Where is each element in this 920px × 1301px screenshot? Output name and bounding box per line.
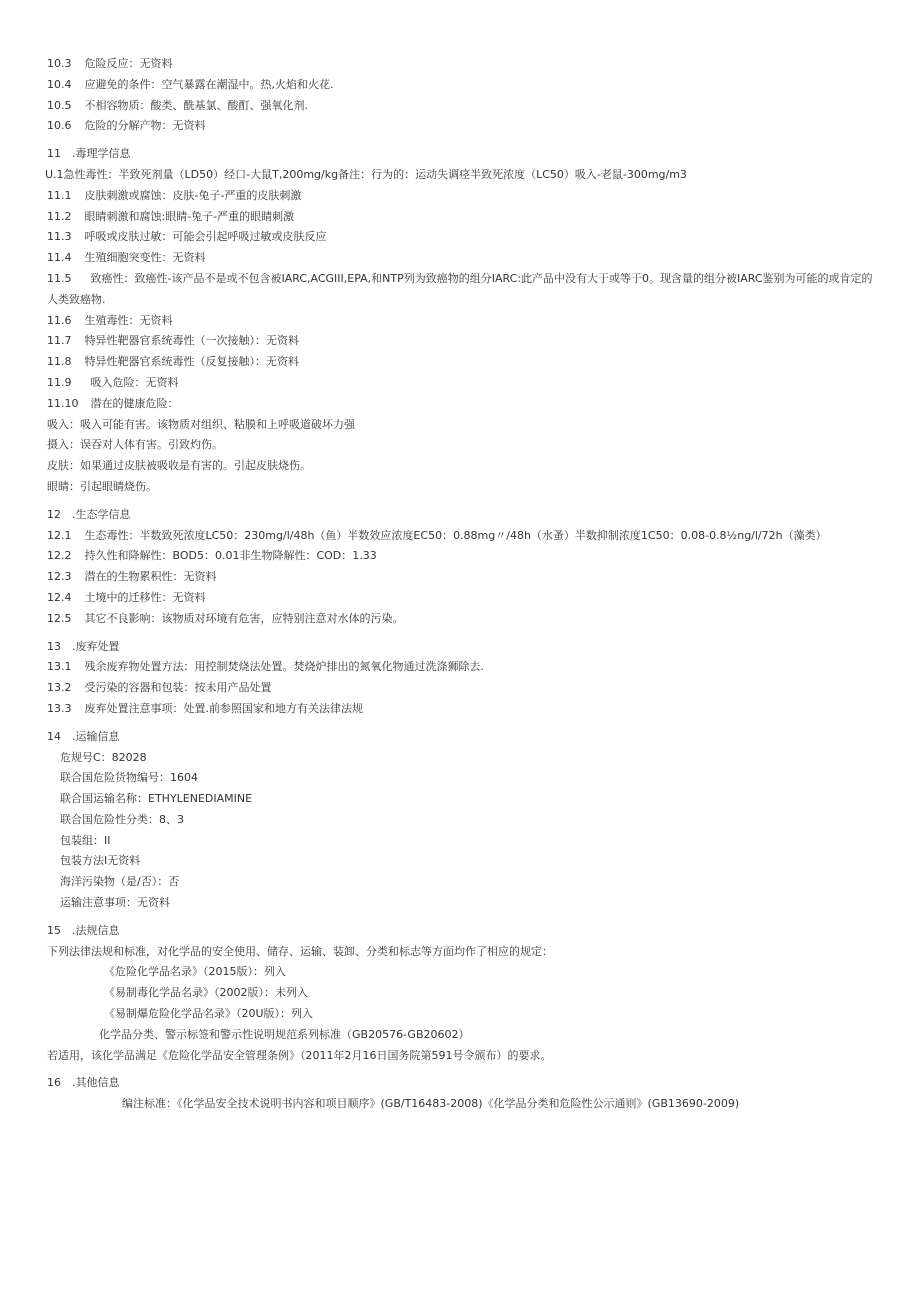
item-number: 10.6 — [47, 119, 72, 133]
compilation-standards: 编注标准：《化学品安全技术说明书内容和项目顺序》(GB/T16483-2008)《化学品分类和危险性公示通则》(GB13690-2009) — [122, 1097, 740, 1111]
item-number: 13.2 — [47, 681, 72, 695]
item-text: 吸入危险：无资料 — [90, 375, 179, 389]
item-number: 12.2 — [47, 549, 72, 563]
item-11-3 — [47, 227, 877, 248]
section-heading: 16 .其他信息 — [47, 1076, 120, 1090]
regulation-note: 若适用，该化学品满足《危险化学品安全管理条例》（2011年2月16日国务院第591号令颁布）的要求。 — [47, 1048, 552, 1062]
item-13-2 — [47, 678, 877, 699]
acute-toxicity: U.1急性毒性：半致死剂量（LD50）经口-大鼠T,200mg/kg备注：行为的：运动失调痉半致死浓度（LC50）吸入-老鼠-300mg/m3 — [45, 167, 687, 181]
section-15 — [47, 921, 877, 1067]
transport-precautions: 运输注意事项：无资料 — [60, 896, 170, 910]
item-text: 生态毒性：半数致死浓度LC50：230mg/l/48h（鱼）半数效应浓度EC50：0.88mg〃/48h（水蚤）半数抑制浓度1C50：0.08-0.8½ng/l/72h（藻类） — [84, 528, 827, 542]
item-number: 11.4 — [47, 251, 72, 265]
item-text: 皮肤刺激或腐蚀：皮肤-兔子-严重的皮肤刺激 — [84, 188, 302, 202]
item-text: 土境中的迁移性：无资料 — [84, 590, 206, 604]
item-10-5 — [47, 96, 877, 117]
item-11-8 — [47, 352, 877, 373]
document-body — [47, 54, 877, 1115]
item-11-5 — [47, 269, 877, 311]
item-text: 残余废弃物处置方法：用控制焚烧法处置。焚烧炉排出的氮氧化物通过洗涤狮除去. — [84, 660, 484, 674]
item-number: 10.5 — [47, 98, 72, 112]
item-12-3 — [47, 567, 877, 588]
section-14 — [47, 727, 877, 914]
item-number: 13.3 — [47, 701, 72, 715]
section-12 — [47, 505, 877, 630]
item-number: 11.5 — [47, 271, 72, 285]
item-text: 特异性靶器官系统毒性（反复接触）：无资料 — [84, 355, 299, 369]
un-hazard-class: 联合国危险性分类：8、3 — [60, 812, 184, 826]
item-number: 11.3 — [47, 230, 72, 244]
item-number: 11.10 — [47, 396, 79, 410]
item-11-10 — [47, 394, 877, 415]
regulations-intro: 下列法律法规和标准，对化学品的安全使用、储存、运输、装卸、分类和标志等方面均作了相应的规定： — [47, 944, 553, 958]
item-number: 13.1 — [47, 660, 72, 674]
item-text: 眼睛刺激和腐蚀:眼睛-兔子-严重的眼睛刺激 — [84, 209, 295, 223]
item-11-6 — [47, 311, 877, 332]
regulation-list-item: 《危险化学品名录》（2015版）：列入 — [104, 965, 286, 979]
item-text: 应避免的条件：空气暴露在潮湿中。热,火焰和火花. — [84, 77, 334, 91]
item-number: 11.6 — [47, 313, 72, 327]
section-heading: 12 .生态学信息 — [47, 507, 131, 521]
item-13-3 — [47, 699, 877, 720]
route-eyes: 眼睛：引起眼睛烧伤。 — [47, 479, 157, 493]
item-number: 12.1 — [47, 528, 72, 542]
item-13-1 — [47, 657, 877, 678]
item-text: 致癌性：致癌性-该产品不是或不包含被IARC,ACGIII,EPA,和NTP列为致癌物的组分IARC:此产品中没有大于或等于0。现含量的组分被IARC鉴别为可能的或肯定的人类致癌物. — [47, 271, 873, 306]
regulation-list-item: 《易制爆危险化学品名录》（20U版）：列入 — [104, 1007, 314, 1021]
item-text: 危险反应：无资料 — [84, 57, 173, 70]
item-number: 11.9 — [47, 375, 72, 389]
item-11-4 — [47, 248, 877, 269]
item-number: 11.8 — [47, 355, 72, 369]
un-shipping-name: 联合国运输名称：ETHYLENEDIAMINE — [60, 792, 253, 806]
item-10-3 — [47, 54, 877, 75]
packing-group: 包装组：II — [60, 833, 111, 847]
item-12-5 — [47, 609, 877, 630]
item-11-7 — [47, 331, 877, 352]
item-12-2 — [47, 546, 877, 567]
item-10-6 — [47, 116, 877, 137]
un-number: 联合国危险货物编号：1604 — [60, 771, 198, 785]
section-heading: 15 .法规信息 — [47, 923, 120, 937]
item-10-4 — [47, 75, 877, 96]
item-number: 11.2 — [47, 209, 72, 223]
marine-pollutant: 海洋污染物（是/否）：否 — [60, 875, 180, 889]
route-skin: 皮肤：如果通过皮肤被吸收是有害的。引起皮肤烧伤。 — [47, 459, 311, 473]
item-text: 特异性靶器官系统毒性（一次接触）：无资料 — [84, 334, 299, 348]
section-10 — [47, 54, 877, 137]
item-text: 受污染的容器和包装：按未用产品处置 — [84, 681, 272, 695]
item-number: 10.4 — [47, 77, 72, 91]
packing-method: 包装方法I无资料 — [60, 854, 141, 868]
item-text: 生殖细胞突变性：无资料 — [84, 251, 206, 265]
item-11-9 — [47, 373, 877, 394]
section-13 — [47, 637, 877, 720]
item-11-1 — [47, 186, 877, 207]
item-text: 持久性和降解性：BOD5：0.01非生物降解性：COD：1.33 — [84, 549, 377, 563]
item-text: 危险的分解产物：无资料 — [84, 119, 206, 133]
item-number: 12.3 — [47, 570, 72, 584]
item-text: 潜在的健康危险： — [90, 396, 179, 410]
item-number: 12.5 — [47, 611, 72, 625]
item-text: 不相容物质：酸类、酰基氯、酸酊、强氧化剂. — [84, 98, 308, 112]
item-number: 12.4 — [47, 590, 72, 604]
item-11-2 — [47, 207, 877, 228]
item-number: 11.1 — [47, 188, 72, 202]
section-11 — [47, 144, 877, 498]
item-text: 呼吸或皮肤过敏：可能会引起呼吸过敏或皮肤反应 — [84, 230, 327, 244]
item-text: 生殖毒性：无资料 — [84, 313, 173, 327]
item-number: 10.3 — [47, 57, 72, 70]
route-inhalation: 吸入：吸入可能有害。该物质对组织、粘膜和上呼吸道破坏力强 — [47, 417, 355, 431]
transport-hazard-code: 危规号C：82028 — [60, 750, 147, 764]
section-heading: 14 .运输信息 — [47, 729, 120, 743]
regulation-standard: 化学品分类、警示标签和警示性说明规范系列标准（GB20576-GB20602） — [99, 1027, 470, 1041]
section-heading: 13 .废弃处置 — [47, 639, 120, 653]
route-ingestion: 摄入：误吞对人体有害。引致灼伤。 — [47, 438, 223, 452]
item-text: 废弃处置注意事项：处置.前参照国家和地方有关法律法规 — [84, 701, 363, 715]
item-number: 11.7 — [47, 334, 72, 348]
item-12-4 — [47, 588, 877, 609]
section-16 — [47, 1073, 877, 1115]
section-heading: 11 .毒理学信息 — [47, 147, 131, 161]
item-text: 潜在的生物累积性：无资料 — [84, 570, 217, 584]
regulation-list-item: 《易制毒化学品名录》（2002版）：未列入 — [104, 986, 308, 1000]
item-text: 其它不良影响：该物质对环境有危害，应特别注意对水体的污染。 — [84, 611, 404, 625]
item-12-1 — [47, 526, 877, 547]
